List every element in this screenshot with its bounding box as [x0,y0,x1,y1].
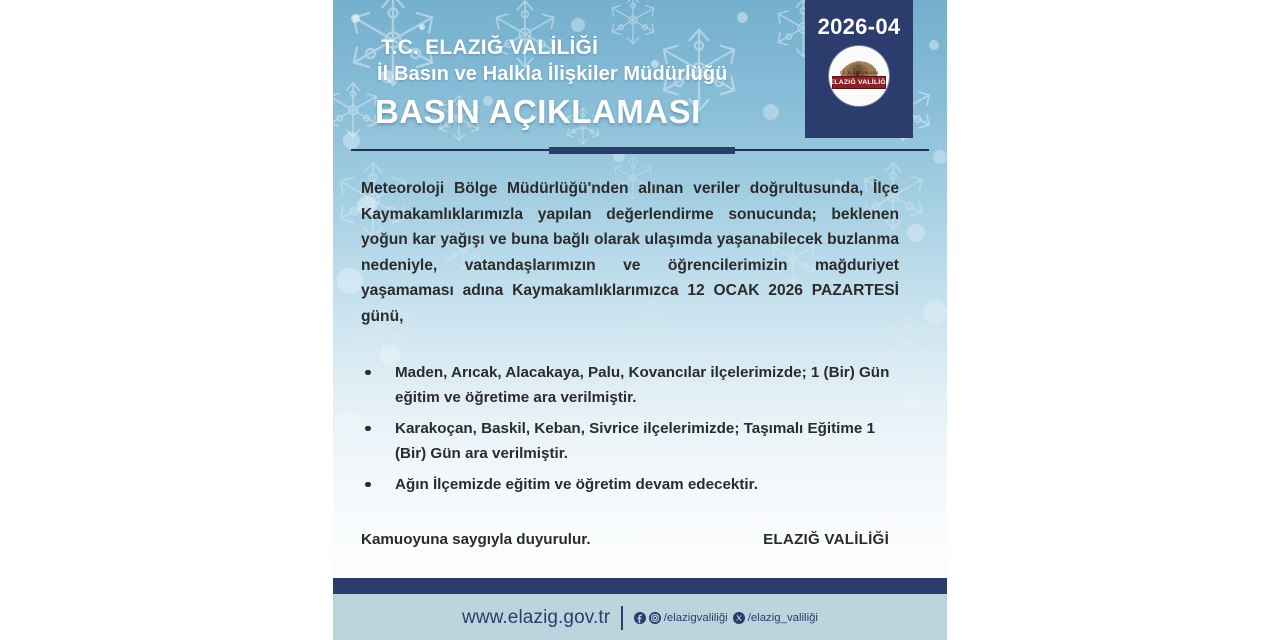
facebook-handle[interactable]: /elazigvaliliği [663,612,728,624]
footer-separator [621,606,623,630]
poster-footer [333,594,947,640]
issue-number: 2026-04 [817,14,901,39]
closing-statement: Kamuoyuna saygıyla duyurulur. [361,531,591,549]
logo-name-banner [829,76,889,89]
press-release-poster [333,0,947,640]
closing-row [361,531,899,548]
instagram-icon[interactable] [649,612,661,624]
bullet-dot-icon [365,370,371,376]
list-item-text: Maden, Arıcak, Alacakaya, Palu, Kovancılar ilçelerimizde; 1 (Bir) Gün eğitim ve öğretime ara verilmiştir. [395,363,890,407]
poster-body [333,176,947,548]
issue-number-badge [805,0,913,138]
facebook-instagram-link[interactable] [634,612,728,624]
logo-top-text: T.C. ELAZIĞ VALİLİĞİ [839,71,879,75]
list-item-text: Ağın İlçemizde eğitim ve öğretim devam edecektir. [395,475,758,493]
intro-paragraph: Meteoroloji Bölge Müdürlüğü'nden alınan veriler doğrultusunda, İlçe Kaymakamlıklarımızla yapılan değerlendirme sonucunda; beklenen yoğun kar yağışı ve buna bağlı olarak ulaşımda yaşanabilecek buzlanma nedeniyle, vatandaşlarımızın ve öğrencilerimizin mağduriyet yaşamaması adına Kaymakamlıklarımızca 12 OCAK 2026 PAZARTESİ günü, [361,180,899,325]
org-name-line2: İl Basın ve Halkla İlişkiler Müdürlüğü [377,63,728,85]
list-item [395,472,899,498]
footer-accent-bar [333,578,947,594]
header-divider [351,146,929,154]
org-name-line1: T.C. ELAZIĞ VALİLİĞİ [381,36,599,59]
social-links [634,612,818,624]
page-title: BASIN AÇIKLAMASI [375,93,701,130]
list-item-text: Karakoçan, Baskil, Keban, Sivrice ilçelerimizde; Taşımalı Eğitime 1 (Bir) Gün ara verilmiştir. [395,419,876,463]
list-item [395,416,899,467]
bullet-dot-icon [365,482,371,488]
governorship-logo [829,46,889,106]
twitter-link[interactable] [733,612,818,624]
list-item [395,360,899,411]
signature: ELAZIĞ VALİLİĞİ [763,531,889,549]
announcement-list [333,360,947,498]
x-twitter-icon[interactable] [733,612,745,624]
bullet-dot-icon [365,426,371,432]
website-url[interactable]: www.elazig.gov.tr [462,607,611,628]
twitter-handle[interactable]: /elazig_valiliği [747,612,818,624]
divider-thick-segment [549,147,735,154]
facebook-icon[interactable] [634,612,646,624]
logo-name-text: ELAZIĞ VALİLİĞİ [829,79,889,86]
